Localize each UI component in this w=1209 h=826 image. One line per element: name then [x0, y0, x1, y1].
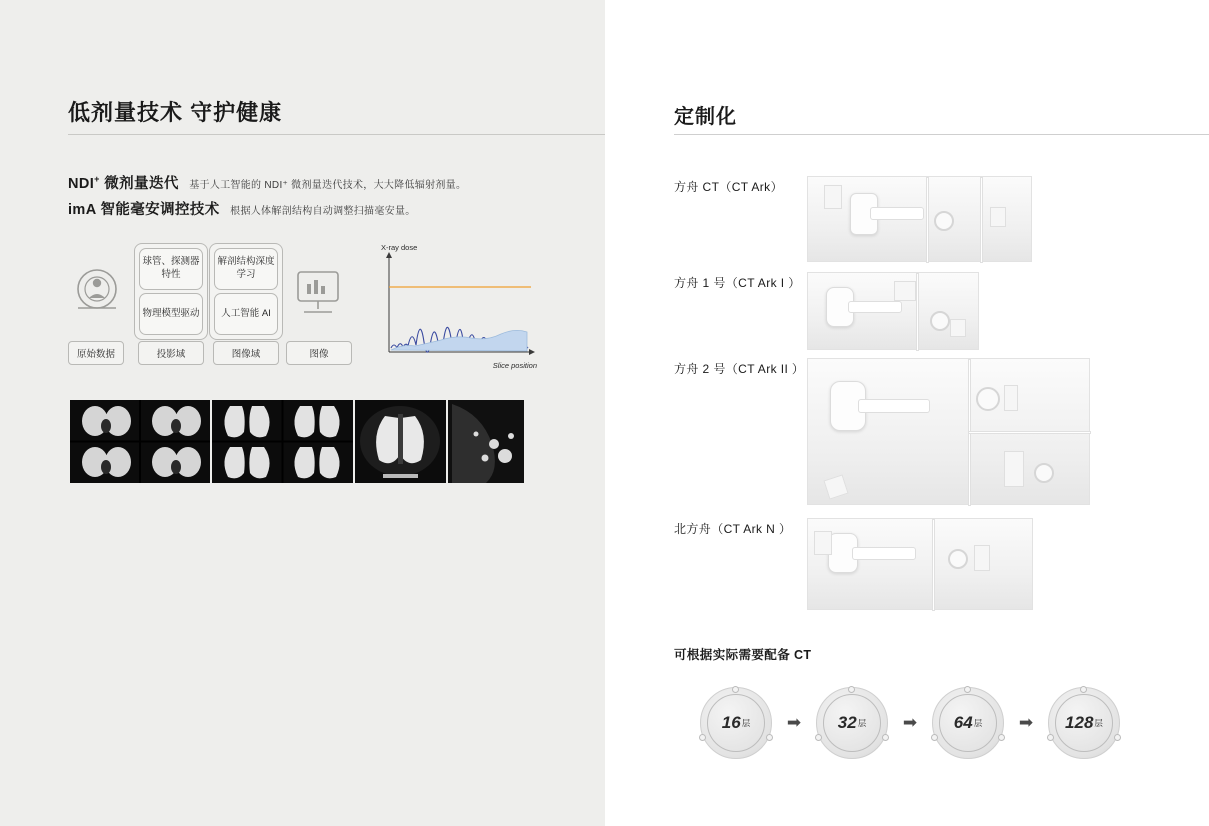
- workflow-diagram: [68, 240, 368, 370]
- slice-option-64[interactable]: [932, 687, 1004, 759]
- slice-option-16[interactable]: [700, 687, 772, 759]
- room-render-ct-ark: [807, 176, 1032, 262]
- room-label-ct-ark: 方舟 CT（CT Ark）: [674, 180, 783, 194]
- workflow-tag-image-domain: 图像域: [213, 341, 279, 365]
- slice-option-32-unit: 层: [857, 718, 867, 728]
- workflow-box-physics: 物理模型驱动: [139, 293, 203, 335]
- room-label-ct-ark-1: 方舟 1 号（CT Ark I ）: [674, 276, 801, 290]
- feature-ndi-heading-rest: 微剂量迭代: [99, 176, 179, 192]
- feature-ndi-sup: +: [94, 174, 100, 185]
- room-render-ct-ark-1: [807, 272, 979, 350]
- dose-chart-xlabel: Slice position: [492, 361, 537, 370]
- feature-ima-desc: 根据人体解剖结构自动调整扫描毫安量。: [230, 206, 416, 217]
- dose-chart-ylabel: X-ray dose: [381, 243, 418, 252]
- right-title-divider: [674, 134, 1209, 135]
- workflow-box-detector: 球管、探测器特性: [139, 248, 203, 290]
- slice-option-128-unit: 层: [1094, 718, 1103, 728]
- room-label-ct-ark-n: 北方舟（CT Ark N ）: [674, 522, 792, 536]
- slice-option-32[interactable]: [816, 687, 888, 759]
- ct-image-1: [70, 400, 210, 483]
- ct-image-2: [212, 400, 353, 483]
- arrow-icon-1: ➡: [786, 713, 802, 732]
- slice-option-128[interactable]: [1048, 687, 1120, 759]
- room-render-ct-ark-n: [807, 518, 1033, 610]
- feature-ima-heading: imA 智能毫安调控技术: [68, 202, 220, 218]
- ct-image-4: [448, 400, 524, 483]
- slice-option-32-number: 32: [837, 713, 857, 732]
- right-panel: [605, 0, 1209, 826]
- workflow-box-anatomy: 解剖结构深度学习: [214, 248, 278, 290]
- feature-line-ndi: [68, 172, 466, 193]
- dose-chart-plot: [381, 252, 537, 364]
- feature-ndi-heading: NDI+ 微剂量迭代: [68, 174, 179, 192]
- room-label-ct-ark-2: 方舟 2 号（CT Ark II ）: [674, 362, 805, 376]
- slice-options-row: [700, 688, 1180, 758]
- left-title-divider: [68, 134, 605, 135]
- arrow-icon-3: ➡: [1018, 713, 1034, 732]
- feature-ndi-desc: 基于人工智能的 NDI⁺ 微剂量迭代技术，大大降低辐射剂量。: [189, 180, 467, 191]
- slice-option-128-number: 128: [1065, 713, 1094, 732]
- monitor-icon: [290, 268, 346, 320]
- dose-chart: [381, 240, 537, 370]
- arrow-icon-2: ➡: [902, 713, 918, 732]
- right-page-title: 定制化: [674, 106, 737, 128]
- ct-scanner-icon: [76, 258, 118, 320]
- room-render-ct-ark-2: [807, 358, 1090, 505]
- workflow-tag-image: 图像: [286, 341, 352, 365]
- feature-line-ima: [68, 198, 416, 219]
- ct-image-3: [355, 400, 446, 483]
- workflow-tag-raw-data: 原始数据: [68, 341, 124, 365]
- slice-option-16-unit: 层: [741, 718, 751, 728]
- slice-option-64-unit: 层: [973, 718, 983, 728]
- workflow-box-ai: 人工智能 AI: [214, 293, 278, 335]
- slice-option-64-number: 64: [953, 713, 973, 732]
- workflow-tag-projection-domain: 投影域: [138, 341, 204, 365]
- slice-option-16-number: 16: [721, 713, 741, 732]
- config-note: 可根据实际需要配备 CT: [674, 648, 812, 662]
- left-page-title: 低剂量技术 守护健康: [68, 100, 283, 125]
- ct-image-strip: [70, 400, 533, 483]
